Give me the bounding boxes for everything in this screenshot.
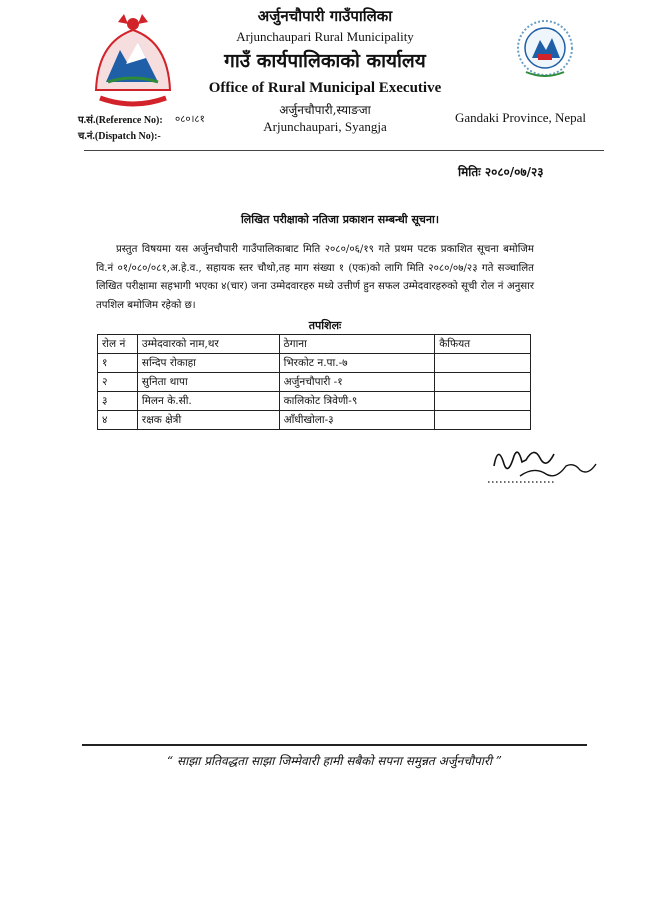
address-nepali: अर्जुनचौपारी,स्याङजा <box>279 103 371 117</box>
cell-candidate-name: सुनिता थापा <box>137 373 279 392</box>
cell-address: अर्जुनचौपारी -१ <box>279 373 435 392</box>
cell-candidate-name: मिलन के.सी. <box>137 392 279 411</box>
header-divider <box>84 150 604 151</box>
notice-body <box>96 241 534 315</box>
header-remarks: कैफियत <box>435 335 531 354</box>
cell-address: कालिकोट त्रिवेणी-९ <box>279 392 435 411</box>
table-row <box>98 354 531 373</box>
address-english: Arjunchaupari, Syangja <box>263 119 387 134</box>
header-candidate-name: उम्मेदवारको नाम,थर <box>137 335 279 354</box>
municipality-name-english: Arjunchaupari Rural Municipality <box>236 29 414 44</box>
cell-roll-no: २ <box>98 373 138 392</box>
cell-remarks <box>435 354 531 373</box>
cell-remarks <box>435 392 531 411</box>
footer-divider <box>82 744 587 746</box>
cell-remarks <box>435 373 531 392</box>
results-table <box>97 334 531 430</box>
cell-candidate-name: सन्दिप रोकाहा <box>137 354 279 373</box>
reference-value: ०८०।८१ <box>175 114 205 125</box>
header-address: ठेगाना <box>279 335 435 354</box>
province-text: Gandaki Province, Nepal <box>455 110 587 125</box>
table-row <box>98 392 531 411</box>
municipality-name-nepali: अर्जुनचौपारी गाउँपालिका <box>257 7 393 25</box>
table-row <box>98 411 531 430</box>
notice-subject: लिखित परीक्षाको नतिजा प्रकाशन सम्बन्धी सूचना। <box>240 213 440 226</box>
table-title: तपशिलः <box>308 319 342 332</box>
dispatch-label: च.नं.(Dispatch No):- <box>78 131 161 142</box>
reference-label: प.सं.(Reference No): <box>78 115 163 126</box>
footer-motto: “ साझा प्रतिवद्धता साझा जिम्मेवारी हामी सबैको सपना समुन्नत अर्जुनचौपारी ” <box>167 754 502 768</box>
table-header-row <box>98 335 531 354</box>
header-roll-no: रोल नं <box>98 335 138 354</box>
cell-address: आँधीखोला-३ <box>279 411 435 430</box>
cell-roll-no: १ <box>98 354 138 373</box>
cell-address: भिरकोट न.पा.-७ <box>279 354 435 373</box>
office-name-nepali: गाउँ कार्यपालिकाको कार्यालय <box>224 50 426 72</box>
notice-body-paragraph: प्रस्तुत विषयमा यस अर्जुनचौपारी गाउँपालिकाबाट मिति २०८०/०६/१९ गते प्रथम पटक प्रकाशित सूचना बमोजिम वि.नं ०१/०८०/०८१,अ.हे.व., सहायक स्तर चौथो,तह माग संख्या १ (एक)को लागि मिति २०८०/०७/२३ गते सञ्चालित लिखित परीक्षामा सहभागी भएका ४(चार) जना उम्मेदवारहरु मध्ये उत्तीर्ण हुन सफल उम्मेदवारहरुको सूची रोल नं अनुसार तपशिल बमोजिम रहेको छ। <box>96 244 534 311</box>
table-row <box>98 373 531 392</box>
cell-candidate-name: रक्षक क्षेत्री <box>137 411 279 430</box>
cell-roll-no: ३ <box>98 392 138 411</box>
cell-remarks <box>435 411 531 430</box>
municipality-emblem-logo <box>516 14 574 82</box>
notice-date: मितिः २०८०/०७/२३ <box>458 165 544 179</box>
office-name-english: Office of Rural Municipal Executive <box>208 80 442 96</box>
cell-roll-no: ४ <box>98 411 138 430</box>
signature <box>484 436 604 492</box>
